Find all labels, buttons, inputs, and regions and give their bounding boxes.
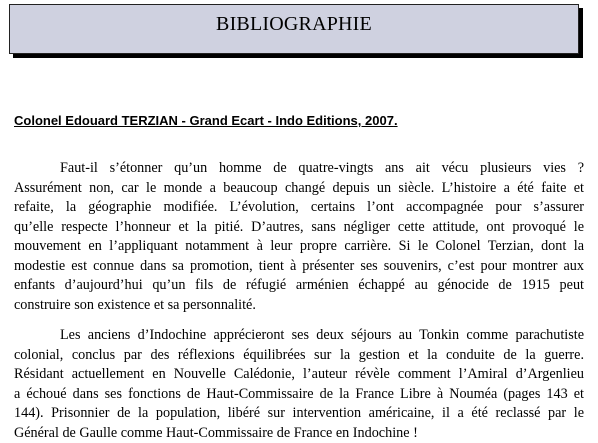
book-reference-text: Colonel Edouard TERZIAN - Grand Ecart - Indo Editions, 2007 xyxy=(14,113,394,128)
book-reference-period: . xyxy=(394,113,398,128)
book-reference xyxy=(14,113,398,128)
line-text: Les anciens d’Indochine apprécieront ses deux séjours au Tonkin comme parachutiste xyxy=(60,327,584,343)
paragraph-line: modestie est connue dans sa promotion, tient à présenter ses souvenirs, c’est pour montrer aux xyxy=(14,257,584,277)
line-text: Faut-il s’étonner qu’un homme de quatre-vingts ans ait vécu plusieurs vies ? xyxy=(60,160,584,176)
paragraph-line xyxy=(14,326,584,346)
paragraph-line: refaite, la géographie modifiée. L’évolution, certains l’ont accompagnée pour s’assurer xyxy=(14,198,584,218)
paragraph-line: Général de Gaulle comme Haut-Commissaire de France en Indochine ! xyxy=(14,424,584,443)
paragraph-line: Assurément non, car le monde a beaucoup changé depuis un siècle. L’histoire a été faite et xyxy=(14,179,584,199)
bibliography-header xyxy=(9,4,579,54)
review-paragraph-2 xyxy=(14,326,584,443)
paragraph-line: colonial, conclus par des réflexions équilibrées sur la gestion et la conduite de la guerre. xyxy=(14,346,584,366)
paragraph-line: qu’elle respecte l’honneur et la pitié. D’autres, sans négliger cette attitude, ont provoqué le xyxy=(14,218,584,238)
paragraph-line: Résidant actuellement en Nouvelle Calédonie, l’auteur révèle comment l’Amiral d’Argenlieu xyxy=(14,365,584,385)
review-paragraph-1 xyxy=(14,159,584,315)
paragraph-line: mouvement en l’appliquant notamment à leur propre carrière. Si le Colonel Terzian, dont la xyxy=(14,237,584,257)
paragraph-line xyxy=(14,159,584,179)
paragraph-line: enfants d’aujourd’hui qu’un fils de réfugié arménien échappé au génocide de 1915 peut xyxy=(14,276,584,296)
page-title: BIBLIOGRAPHIE xyxy=(216,13,372,36)
paragraph-line: 144). Prisonnier de la population, libéré sur intervention américaine, il a été reclassé par le xyxy=(14,404,584,424)
paragraph-line: a échoué dans ses fonctions de Haut-Commissaire de la France Libre à Nouméa (pages 143 et xyxy=(14,385,584,405)
paragraph-line: construire son existence et sa personnalité. xyxy=(14,296,584,316)
